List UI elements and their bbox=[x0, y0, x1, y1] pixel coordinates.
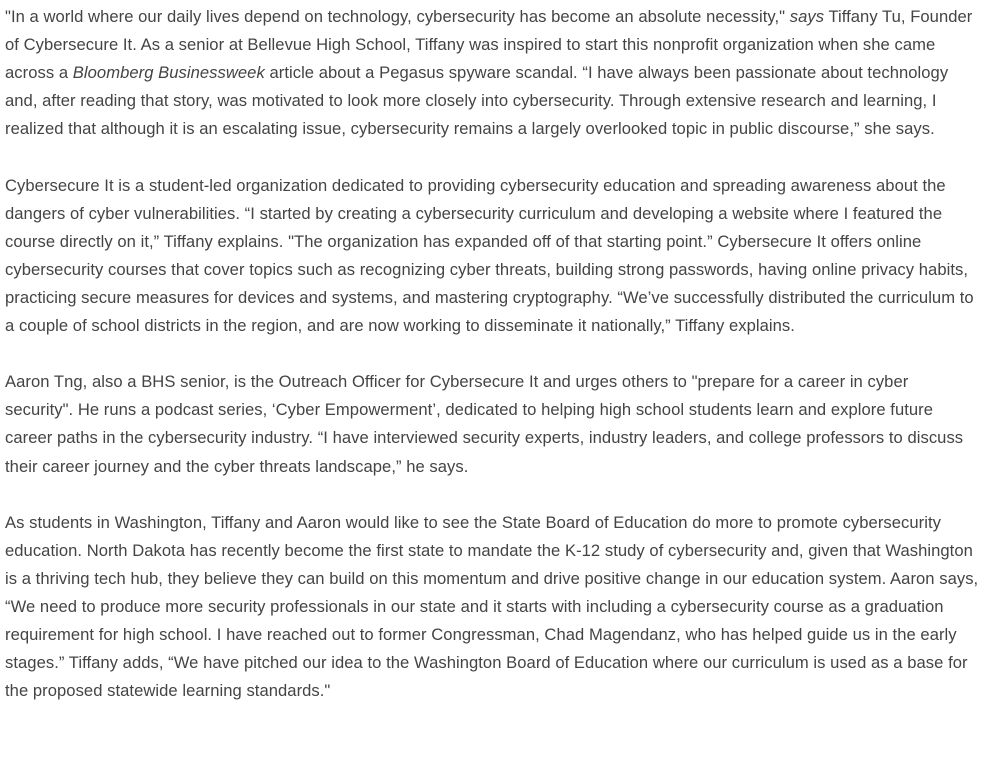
paragraph-policy: As students in Washington, Tiffany and Aaron would like to see the State Board of Education do more to promote cybersecurity education. North Dakota has recently become the first state to mandate the K-12 study of cybersecurity and, given that Washington is a thriving tech hub, they believe they can build on this momentum and drive positive change in our education system. Aaron says, “We need to produce more security professionals in our state and it starts with including a cybersecurity course as a graduation requirement for high school. I have reached out to former Congressman, Chad Magendanz, who has helped guide us in the early stages.” Tiffany adds, “We have pitched our idea to the Washington Board of Education where our curriculum is used as a base for the proposed statewide learning standards." bbox=[5, 512, 979, 701]
paragraph-intro bbox=[5, 3, 980, 143]
intro-rest: article about a Pegasus spyware scandal. “I have always been passionate about technology and, after reading that story, was motivated to look more closely into cybersecurity. Through extensive research and learning, I realized that although it is an escalating issue, cybersecurity remains a largely overlooked topic in public discourse,” she says. bbox=[5, 63, 949, 139]
says-emphasis: says bbox=[789, 7, 825, 26]
paragraph-organization: Cybersecure It is a student-led organization dedicated to providing cybersecurity education and spreading awareness about the dangers of cyber vulnerabilities. “I started by creating a cybersecurity curriculum and developing a website where I featured the course directly on it,” Tiffany explains. "The organization has expanded off of that starting point.” Cybersecure It offers online cybersecurity courses that cover topics such as recognizing cyber threats, building strong passwords, having online privacy habits, practicing secure measures for devices and systems, and mastering cryptography. “We’ve successfully distributed the curriculum to a couple of school districts in the region, and are now working to disseminate it nationally,” Tiffany explains. bbox=[5, 175, 974, 336]
publication-name: Bloomberg Businessweek bbox=[72, 63, 265, 83]
article-body bbox=[5, 3, 980, 705]
intro-quote: "In a world where our daily lives depend on technology, cybersecurity has become an absolute necessity," bbox=[5, 7, 790, 26]
paragraph-outreach: Aaron Tng, also a BHS senior, is the Outreach Officer for Cybersecure It and urges others to "prepare for a career in cyber security". He runs a podcast series, ‘Cyber Empowerment’, dedicated to helping high school students learn and explore future career paths in the cybersecurity industry. “I have interviewed security experts, industry leaders, and college professors to discuss their career journey and the cyber threats landscape,” he says. bbox=[5, 372, 964, 476]
intro-founder: Tiffany Tu, Founder of Cybersecure It. As a senior at Bellevue High School, Tiffany was inspired to start this nonprofit organization when she came across a bbox=[5, 7, 973, 83]
